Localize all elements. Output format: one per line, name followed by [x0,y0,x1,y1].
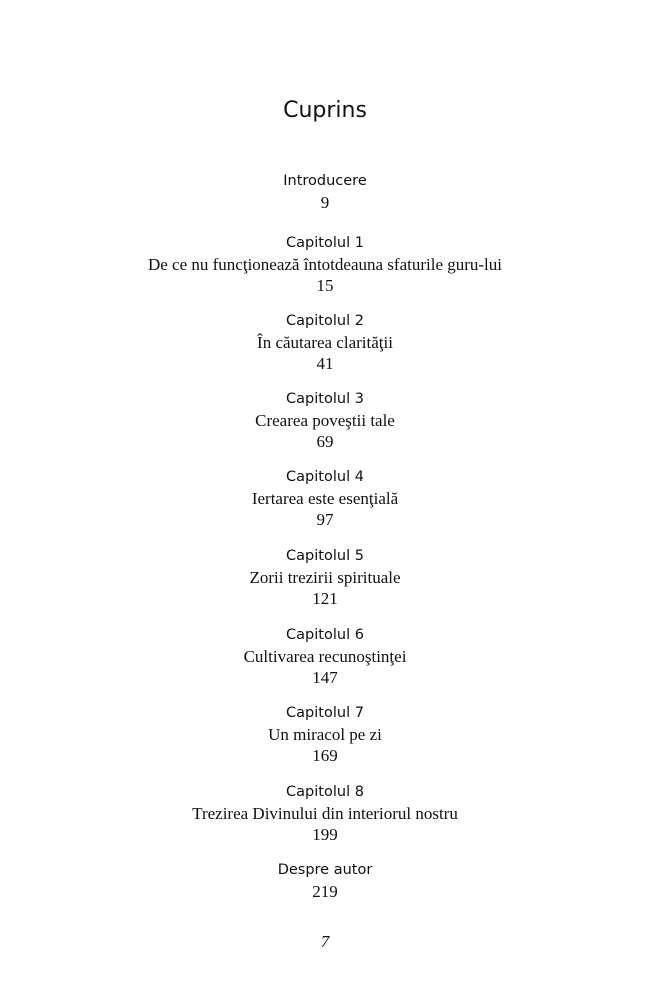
entry-page-number: 169 [312,746,338,765]
entry-page-number: 219 [312,882,338,901]
entry-label: Introducere [283,173,367,189]
entry-label: Capitolul 2 [286,313,364,329]
toc-entry-chapter-2 [0,311,650,374]
entry-title: Trezirea Divinului din interiorul nostru [192,804,458,823]
entry-label: Capitolul 5 [286,548,364,564]
entry-label: Capitolul 6 [286,627,364,643]
toc-entry-chapter-7 [0,703,650,766]
entry-label: Capitolul 4 [286,469,364,485]
entry-title: Un miracol pe zi [268,725,382,744]
entry-label: Despre autor [277,862,373,878]
page-folio-number: 7 [320,932,330,951]
entry-title: Cultivarea recunoştinţei [243,647,407,666]
toc-entry-about-author [0,860,650,902]
page-title: Cuprins [283,98,367,123]
entry-page-number: 147 [312,668,338,687]
toc-entry-chapter-1 [0,233,650,296]
toc-entry-chapter-6 [0,625,650,688]
entry-title: Crearea poveştii tale [255,411,395,430]
entry-page-number: 199 [312,825,338,844]
entry-title: Zorii trezirii spirituale [249,568,401,587]
toc-entry-chapter-3 [0,389,650,452]
toc-entry-chapter-8 [0,782,650,845]
entry-title: Iertarea este esenţială [251,489,399,508]
entry-page-number: 9 [320,193,330,212]
entry-page-number: 97 [316,510,334,529]
entry-title: De ce nu funcţionează întotdeauna sfaturile guru-lui [147,255,503,274]
entry-label: Capitolul 7 [286,705,364,721]
toc-entry-chapter-5 [0,546,650,609]
toc-entry-chapter-4 [0,467,650,530]
entry-label: Capitolul 1 [286,235,364,251]
entry-page-number: 121 [312,589,338,608]
entry-title: În căutarea clarităţii [257,333,393,352]
entry-label: Capitolul 3 [286,391,364,407]
toc-entry-introduction [0,171,650,213]
entry-page-number: 41 [316,354,334,373]
entry-page-number: 15 [316,276,334,295]
entry-page-number: 69 [316,432,334,451]
entry-label: Capitolul 8 [286,784,364,800]
